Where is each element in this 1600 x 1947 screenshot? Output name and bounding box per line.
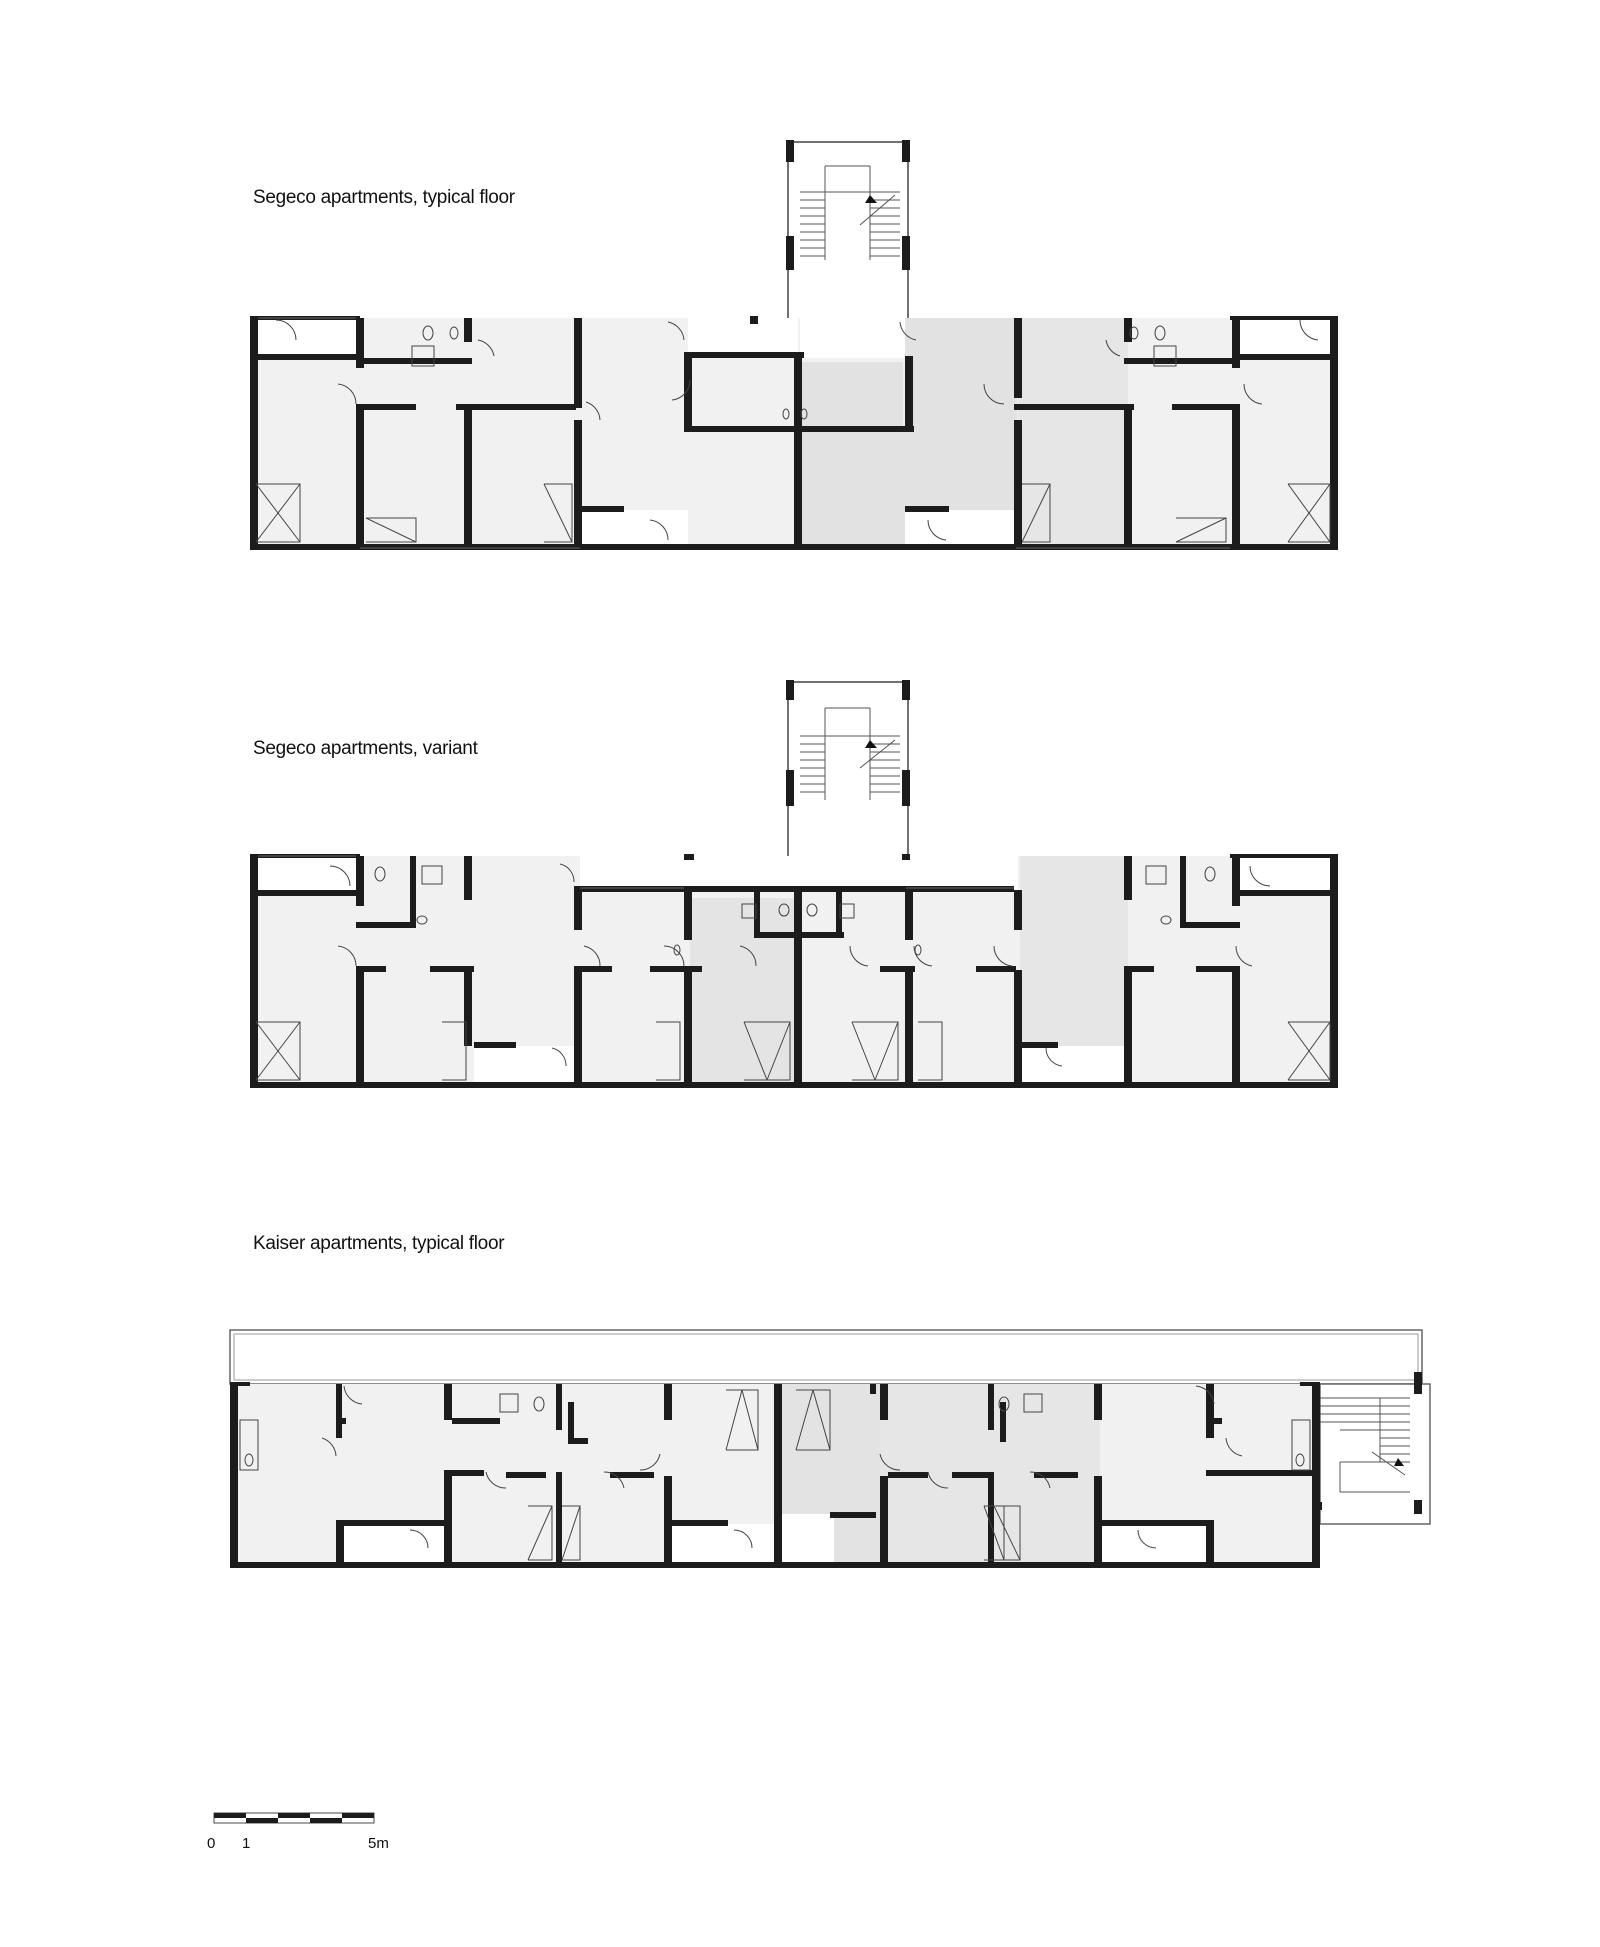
plan-segeco-variant xyxy=(250,680,1338,1088)
plan-title-segeco-typical: Segeco apartments, typical floor xyxy=(253,187,515,208)
plan-kaiser-typical xyxy=(230,1330,1430,1568)
stair-tower xyxy=(1314,1372,1430,1524)
scale-label-1: 1 xyxy=(242,1835,251,1852)
scale-label-5m: 5m xyxy=(368,1835,389,1852)
plan-title-kaiser-typical: Kaiser apartments, typical floor xyxy=(253,1233,505,1254)
stair-tower xyxy=(786,680,910,860)
stair-tower xyxy=(786,140,910,320)
plan-title-segeco-variant: Segeco apartments, variant xyxy=(253,738,478,759)
plan-segeco-typical xyxy=(250,140,1338,550)
scale-label-0: 0 xyxy=(207,1835,216,1852)
scale-bar xyxy=(214,1813,374,1823)
